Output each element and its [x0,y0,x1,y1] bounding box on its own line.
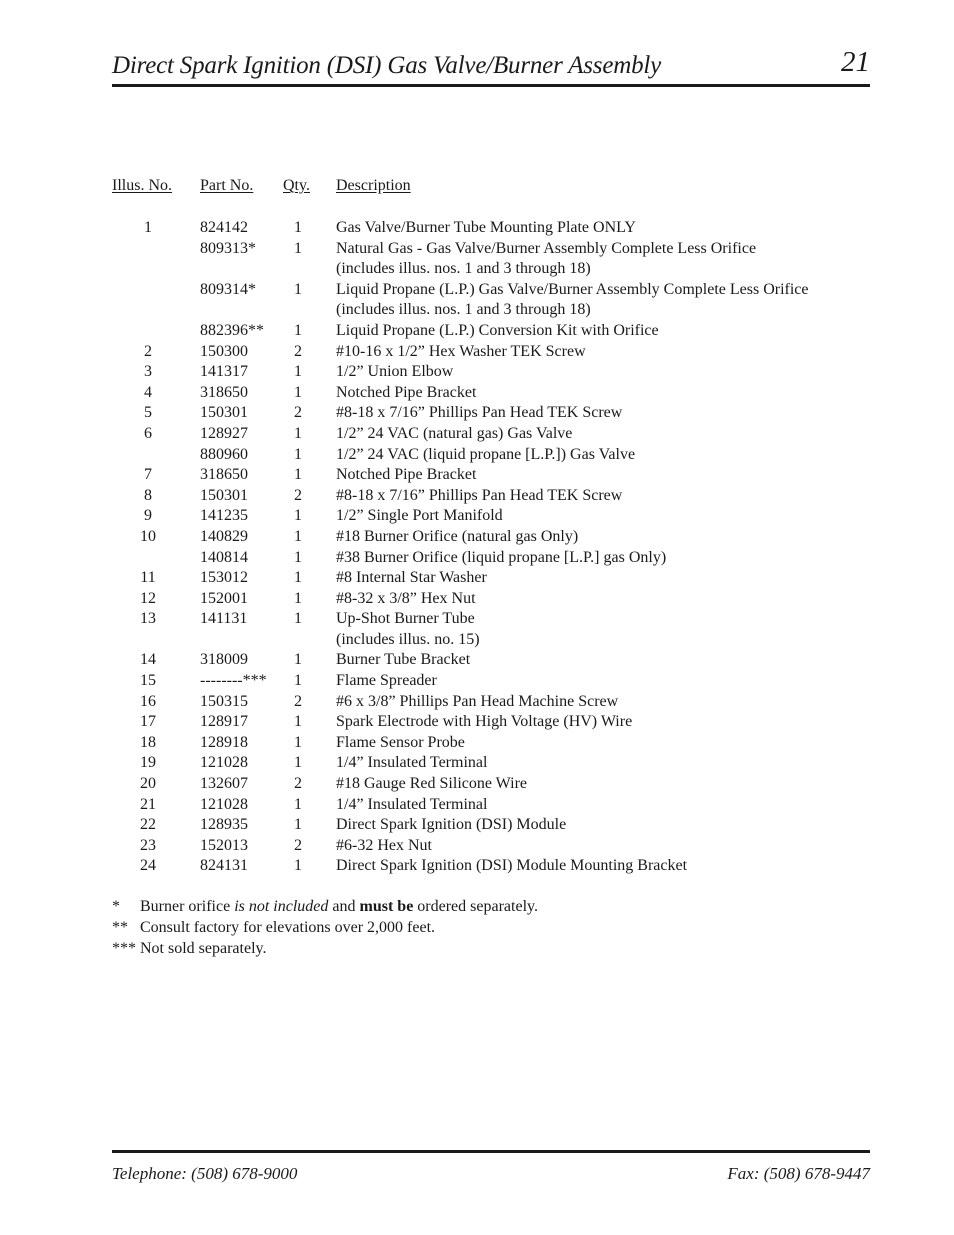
parts-table [112,176,872,877]
cell-qty: 1 [294,239,302,257]
table-row [112,300,872,321]
cell-illus-no: 4 [144,383,152,401]
table-row [112,774,872,795]
cell-part-no: 141235 [200,507,248,525]
footer-rule [112,1150,870,1153]
cell-part-no: 128917 [200,713,248,731]
table-row [112,712,872,733]
cell-part-no: 150301 [200,404,248,422]
table-row [112,568,872,589]
cell-description: Liquid Propane (L.P.) Conversion Kit with Orifice [336,321,659,339]
cell-qty: 1 [294,507,302,525]
cell-part-no: 140829 [200,527,248,545]
cell-description: 1/4” Insulated Terminal [336,795,488,813]
cell-qty: 1 [294,816,302,834]
table-row [112,342,872,363]
cell-qty: 1 [294,569,302,587]
table-row [112,733,872,754]
cell-description: #8-18 x 7/16” Phillips Pan Head TEK Screw [336,404,623,422]
cell-part-no: 141317 [200,363,248,381]
cell-part-no: 128918 [200,733,248,751]
page-number: 21 [841,46,870,78]
cell-qty: 1 [294,672,302,690]
cell-description: #38 Burner Orifice (liquid propane [L.P.] gas Only) [336,548,667,566]
table-row [112,465,872,486]
cell-description: #6 x 3/8” Phillips Pan Head Machine Screw [336,692,619,710]
cell-description: (includes illus. nos. 1 and 3 through 18) [336,260,591,278]
cell-illus-no: 20 [140,775,156,793]
cell-illus-no: 15 [140,672,156,690]
cell-part-no: 824142 [200,219,248,236]
cell-part-no: 150300 [200,342,248,360]
cell-description: #10-16 x 1/2” Hex Washer TEK Screw [336,342,586,360]
cell-qty: 1 [294,424,302,442]
table-header-spacer [112,198,872,218]
table-row [112,630,872,651]
cell-description: #8-18 x 7/16” Phillips Pan Head TEK Screw [336,486,623,504]
cell-part-no: 128935 [200,816,248,834]
cell-description: Flame Spreader [336,672,437,690]
cell-description: #8 Internal Star Washer [336,569,487,587]
cell-qty: 1 [294,219,302,236]
cell-part-no: 153012 [200,569,248,587]
table-row [112,445,872,466]
cell-description: 1/2” 24 VAC (liquid propane [L.P.]) Gas Valve [336,445,636,463]
footnote-text: Consult factory for elevations over 2,000 feet. [140,919,436,936]
cell-qty: 2 [294,836,302,854]
cell-description: Flame Sensor Probe [336,733,465,751]
table-row [112,424,872,445]
table-row [112,527,872,548]
footer-fax: Fax: (508) 678-9447 [727,1164,870,1183]
cell-part-no: 152013 [200,836,248,854]
cell-description: Spark Electrode with High Voltage (HV) Wire [336,713,633,731]
cell-illus-no: 1 [144,219,152,236]
cell-qty: 1 [294,445,302,463]
page-title: Direct Spark Ignition (DSI) Gas Valve/Burner Assembly [112,52,662,79]
table-row [112,692,872,713]
cell-qty: 2 [294,342,302,360]
cell-part-no: 809314* [200,280,256,298]
cell-qty: 1 [294,651,302,669]
cell-part-no: 150301 [200,486,248,504]
cell-illus-no: 14 [140,651,156,669]
table-row [112,856,872,877]
cell-illus-no: 11 [140,569,156,587]
footer-telephone: Telephone: (508) 678-9000 [112,1164,298,1183]
cell-part-no: 140814 [200,548,248,566]
cell-qty: 1 [294,548,302,566]
cell-description: Burner Tube Bracket [336,651,471,669]
cell-description: #6-32 Hex Nut [336,836,432,854]
footnote-mark: * [112,898,120,915]
cell-part-no: 150315 [200,692,248,710]
cell-part-no: 809313* [200,239,256,257]
table-row [112,321,872,342]
footnote-strong: must be [359,898,414,915]
cell-description: #8-32 x 3/8” Hex Nut [336,589,476,607]
table-row [112,589,872,610]
cell-description: 1/4” Insulated Terminal [336,754,488,772]
footnote-mark: ** [112,919,128,936]
table-row [112,795,872,816]
cell-part-no: 121028 [200,795,248,813]
cell-description: 1/2” Union Elbow [336,363,454,381]
table-row [112,609,872,630]
cell-illus-no: 8 [144,486,152,504]
cell-description: Direct Spark Ignition (DSI) Module Mounting Bracket [336,857,688,875]
cell-illus-no: 10 [140,527,156,545]
cell-qty: 1 [294,713,302,731]
table-row [112,362,872,383]
table-row [112,815,872,836]
cell-illus-no: 9 [144,507,152,525]
footnote-text: *** Not sold separately. [112,940,267,957]
cell-description: 1/2” 24 VAC (natural gas) Gas Valve [336,424,573,442]
cell-part-no: 318650 [200,383,248,401]
table-row [112,218,872,239]
cell-part-no: 121028 [200,754,248,772]
cell-qty: 1 [294,321,302,339]
table-body [112,218,872,877]
cell-part-no: --------*** [200,672,267,690]
cell-qty: 2 [294,404,302,422]
cell-description: Direct Spark Ignition (DSI) Module [336,816,567,834]
column-header-qty: Qty. [283,177,310,194]
cell-illus-no: 2 [144,342,152,360]
table-header-row [112,176,872,198]
table-row [112,383,872,404]
table-row [112,486,872,507]
cell-illus-no: 18 [140,733,156,751]
cell-part-no: 152001 [200,589,248,607]
cell-part-no: 882396** [200,321,264,339]
cell-description: #18 Burner Orifice (natural gas Only) [336,527,579,545]
cell-part-no: 128927 [200,424,248,442]
cell-description: #18 Gauge Red Silicone Wire [336,775,528,793]
header-rule [112,84,870,87]
cell-qty: 1 [294,280,302,298]
cell-description: (includes illus. no. 15) [336,630,480,648]
table-row [112,403,872,424]
table-row [112,836,872,857]
cell-qty: 1 [294,527,302,545]
cell-illus-no: 13 [140,610,156,628]
table-row [112,753,872,774]
footnote-text-part: ordered separately. [413,898,538,915]
cell-qty: 1 [294,795,302,813]
footnote-text-part: and [328,898,360,915]
footnote-emphasis: is not included [234,898,329,915]
column-header-description: Description [336,177,411,194]
table-row [112,671,872,692]
cell-illus-no: 12 [140,589,156,607]
footnote-text [140,896,538,917]
column-header-part-no: Part No. [200,177,254,194]
cell-qty: 2 [294,692,302,710]
cell-qty: 1 [294,466,302,484]
cell-description: Notched Pipe Bracket [336,466,477,484]
cell-qty: 1 [294,857,302,875]
cell-illus-no: 24 [140,857,156,875]
cell-description: 1/2” Single Port Manifold [336,507,503,525]
cell-qty: 1 [294,383,302,401]
cell-qty: 1 [294,610,302,628]
cell-qty: 1 [294,754,302,772]
page-header [112,44,870,88]
table-row [112,259,872,280]
column-header-illus-no: Illus. No. [112,177,172,194]
cell-illus-no: 16 [140,692,156,710]
cell-part-no: 318650 [200,466,248,484]
cell-illus-no: 6 [144,424,152,442]
cell-qty: 2 [294,486,302,504]
cell-illus-no: 17 [140,713,156,731]
cell-illus-no: 3 [144,363,152,381]
table-row [112,548,872,569]
cell-description: Notched Pipe Bracket [336,383,477,401]
cell-description: Natural Gas - Gas Valve/Burner Assembly Complete Less Orifice [336,239,757,257]
cell-qty: 1 [294,733,302,751]
cell-illus-no: 5 [144,404,152,422]
table-row [112,280,872,301]
cell-illus-no: 21 [140,795,156,813]
cell-illus-no: 19 [140,754,156,772]
cell-part-no: 141131 [200,610,248,628]
cell-illus-no: 23 [140,836,156,854]
cell-part-no: 880960 [200,445,248,463]
table-row [112,239,872,260]
cell-illus-no: 7 [144,466,152,484]
cell-qty: 1 [294,363,302,381]
cell-part-no: 132607 [200,775,248,793]
cell-part-no: 824131 [200,857,248,875]
cell-description: Liquid Propane (L.P.) Gas Valve/Burner Assembly Complete Less Orifice [336,280,809,298]
table-row [112,650,872,671]
table-row [112,506,872,527]
cell-qty: 1 [294,589,302,607]
cell-qty: 2 [294,775,302,793]
cell-illus-no: 22 [140,816,156,834]
cell-description: Gas Valve/Burner Tube Mounting Plate ONLY [336,219,636,236]
footnote-text-part: Burner orifice [140,898,235,915]
cell-description: (includes illus. nos. 1 and 3 through 18) [336,301,591,319]
cell-part-no: 318009 [200,651,248,669]
cell-description: Up-Shot Burner Tube [336,610,475,628]
